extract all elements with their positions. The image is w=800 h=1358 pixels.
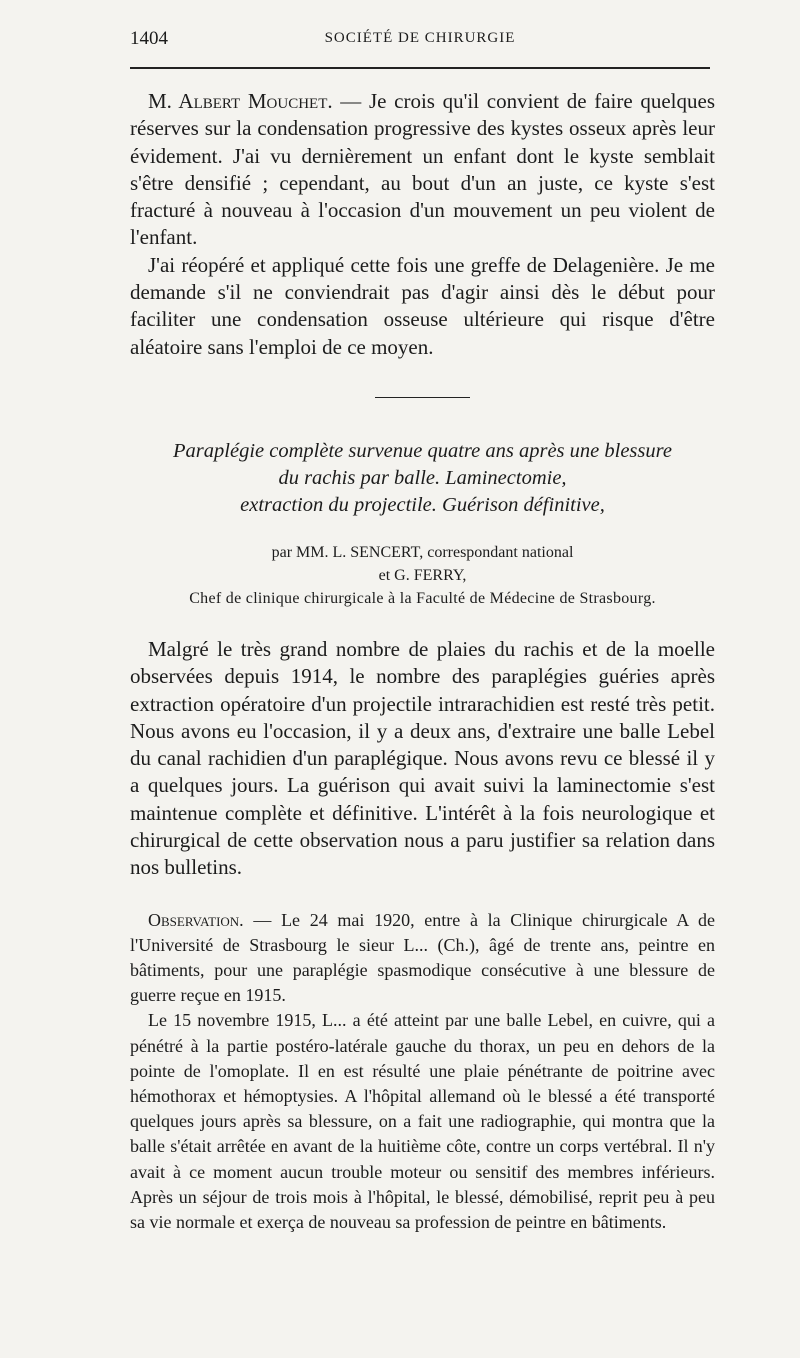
- byline-line-1: par MM. L. SENCERT, correspondant national: [271, 543, 574, 561]
- page-number: 1404: [130, 28, 168, 49]
- page-body: [130, 88, 715, 1235]
- article-title: [130, 438, 715, 519]
- article-byline: [130, 541, 715, 610]
- discussion-paragraph-1-text: — Je crois qu'il convient de faire quelques réserves sur la condensation progressive des kystes osseux après leur évidement. J'ai vu dernièrement un enfant dont le kyste semblait s'être densifié ; cependant, au bout d'un an juste, ce kyste s'est fracturé à nouveau à l'occasion d'un mouvement un peu violent de l'enfant.: [130, 89, 715, 250]
- article-title-line-3: extraction du projectile. Guérison définitive,: [240, 493, 605, 516]
- discussion-paragraph-1: [130, 88, 715, 252]
- discussion-paragraph-2: J'ai réopéré et appliqué cette fois une greffe de Delagenière. Je me demande s'il ne conviendrait pas d'agir ainsi dès le début pour faciliter une condensation osseuse ultérieure qui risque d'être aléatoire sans l'emploi de ce moyen.: [130, 252, 715, 359]
- byline-line-2: et G. FERRY,: [378, 566, 467, 584]
- page-header: [130, 28, 710, 52]
- running-head: SOCIÉTÉ DE CHIRURGIE: [324, 30, 516, 46]
- observation-label: Observation.: [148, 909, 244, 930]
- article-intro-paragraph: Malgré le très grand nombre de plaies du rachis et de la moelle observées depuis 1914, le nombre des paraplégies guéries après extraction opératoire d'un projectile intrarachidien est resté très petit. Nous avons eu l'occasion, il y a deux ans, d'extraire une balle Lebel du canal rachidien d'un paraplégique. Nous avons revu ce blessé il y a quelques jours. La guérison qui avait suivi la laminectomie s'est maintenue complète et définitive. L'intérêt à la fois neurologique et chirurgical de cette observation nous a paru justifier sa relation dans nos bulletins.: [130, 636, 715, 880]
- header-rule: [130, 67, 710, 69]
- speaker-name: M. Albert Mouchet.: [148, 89, 333, 113]
- article-title-line-2: du rachis par balle. Laminectomie,: [278, 466, 567, 489]
- observation-paragraph-2: Le 15 novembre 1915, L... a été atteint par une balle Lebel, en cuivre, qui a pénétré à la partie postéro-latérale gauche du thorax, un peu en dehors de la pointe de l'omoplate. Il en est résulté une plaie pénétrante de poitrine avec hémothorax et hémoptysies. A l'hôpital allemand où le blessé a été transporté quelques jours après sa blessure, on a fait une radiographie, qui montra que la balle s'était arrêtée en avant de la huitième côte, contre un corps vertébral. Il n'y avait à ce moment aucun trouble moteur ou sensitif des membres inférieurs. Après un séjour de trois mois à l'hôpital, le blessé, démobilisé, reprit peu à peu sa vie normale et exerça de nouveau sa profession de peintre en bâtiments.: [130, 1010, 715, 1233]
- observation-paragraph-1: [130, 908, 715, 1009]
- observation-paragraph-1-text: — Le 24 mai 1920, entre à la Clinique chirurgicale A de l'Université de Strasbourg le sieur L... (Ch.), âgé de trente ans, peintre en bâtiments, pour une paraplégie spasmodique consécutive à une blessure de guerre reçue en 1915.: [130, 909, 715, 1006]
- article-title-line-1: Paraplégie complète survenue quatre ans après une blessure: [173, 439, 672, 462]
- section-divider: [375, 397, 470, 398]
- byline-line-3: Chef de clinique chirurgicale à la Faculté de Médecine de Strasbourg.: [189, 589, 656, 607]
